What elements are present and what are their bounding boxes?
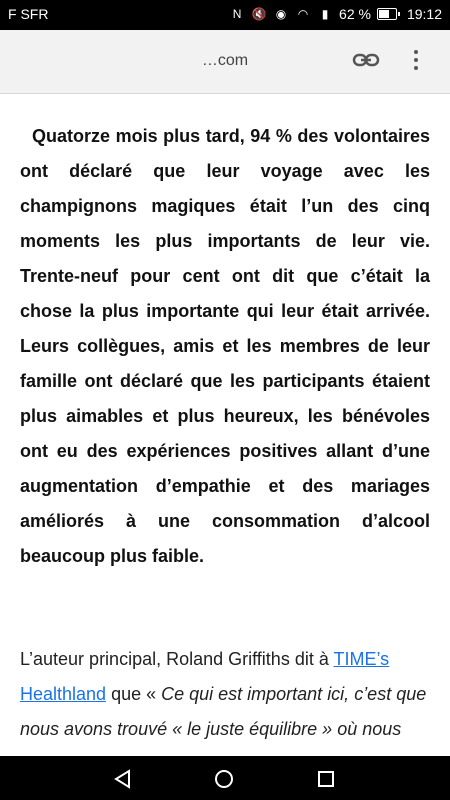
- link-icon[interactable]: [352, 50, 380, 70]
- mute-icon: 🔇: [251, 7, 267, 21]
- browser-toolbar: [0, 30, 450, 94]
- navigation-bar: [0, 756, 450, 800]
- battery-percent: 62 %: [339, 6, 371, 22]
- eye-icon: ◉: [275, 7, 287, 21]
- quote-text: Quatorze mois plus tard, 94 % des volontaires ont déclaré que leur voyage avec les champignons magiques était l’un des cinq moments les plus importants de leur vie. Trente-neuf pour cent ont dit que c’était la chose la plus importante qui leur était arrivée. Leurs collègues, amis et les membres de leur famille ont déclaré que les participants étaient plus aimables et plus heureux, les bénévoles ont eu des expériences positives allant d’une augmentation d’empathie et des mariages améliorés à une consommation d’alcool beaucoup plus faible.: [20, 126, 430, 566]
- recent-apps-icon[interactable]: [315, 768, 337, 790]
- paragraph-quote-italic: Ce qui est important ici, c’est que nous avons trouvé « le juste équilibre » où: [20, 684, 427, 739]
- status-icons: [229, 6, 442, 22]
- overflow-menu-icon[interactable]: [412, 48, 420, 74]
- clock: 19:12: [406, 6, 442, 22]
- paragraph-mid: que «: [106, 684, 162, 704]
- signal-icon: ▮: [321, 7, 329, 21]
- article-content: [0, 94, 450, 756]
- menu-dot: [414, 50, 418, 54]
- battery-icon: [377, 8, 397, 20]
- paragraph-rest: nous: [362, 719, 402, 739]
- nfc-icon: N: [232, 7, 242, 21]
- url-field[interactable]: …com: [201, 52, 249, 69]
- carrier-label: F SFR: [8, 6, 49, 22]
- home-icon[interactable]: [213, 768, 235, 790]
- wifi-icon: ◠: [297, 7, 309, 21]
- paragraph-prefix: L’auteur principal, Roland Griffiths dit à: [20, 649, 334, 669]
- back-icon[interactable]: [112, 768, 134, 790]
- battery-fill: [379, 10, 389, 18]
- blockquote: [20, 119, 430, 574]
- status-bar: [0, 0, 450, 30]
- time-healthland-link[interactable]: TIME’s Healthland: [20, 649, 390, 704]
- menu-dot: [414, 58, 418, 62]
- menu-dot: [414, 66, 418, 70]
